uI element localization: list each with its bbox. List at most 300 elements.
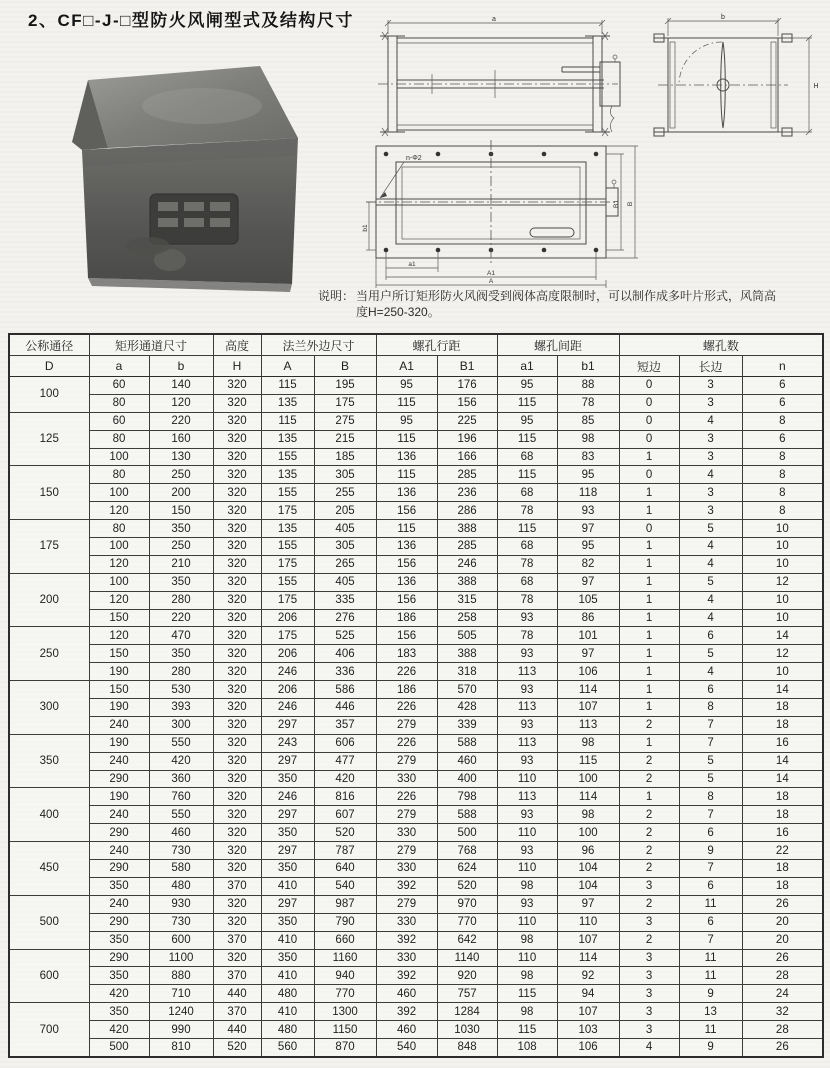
cell-value: 320 (213, 538, 261, 556)
subheader-B1: B1 (437, 356, 497, 377)
cell-value: 210 (149, 555, 213, 573)
cell-value: 305 (314, 466, 376, 484)
cell-value: 320 (213, 466, 261, 484)
cell-value: 320 (213, 895, 261, 913)
cell-value: 8 (742, 466, 823, 484)
cell-value: 240 (89, 842, 149, 860)
cell-value: 2 (619, 824, 679, 842)
cell-value: 392 (376, 877, 437, 895)
cell-value: 114 (557, 949, 619, 967)
plan-dim-B-label: B (627, 201, 634, 207)
cell-value: 320 (213, 573, 261, 591)
cell-value: 320 (213, 555, 261, 573)
cell-value: 880 (149, 967, 213, 985)
cell-value: 930 (149, 895, 213, 913)
cell-value: 94 (557, 985, 619, 1003)
cell-value: 1 (619, 645, 679, 663)
cell-value: 1 (619, 734, 679, 752)
cell-value: 320 (213, 716, 261, 734)
cell-value: 600 (149, 931, 213, 949)
cell-value: 320 (213, 681, 261, 699)
cell-value: 155 (261, 448, 314, 466)
cell-value: 8 (742, 484, 823, 502)
cell-value: 186 (376, 609, 437, 627)
cell-value: 14 (742, 627, 823, 645)
cell-value: 115 (376, 520, 437, 538)
cell-value: 280 (149, 591, 213, 609)
cell-value: 175 (261, 591, 314, 609)
cell-value: 6 (679, 681, 742, 699)
cell-value: 8 (742, 412, 823, 430)
cell-value: 3 (679, 484, 742, 502)
table-row (9, 913, 823, 931)
cell-value: 113 (557, 716, 619, 734)
cell-value: 100 (89, 538, 149, 556)
cell-value: 250 (149, 538, 213, 556)
cell-value: 640 (314, 860, 376, 878)
cell-value: 95 (376, 412, 437, 430)
cell-value: 500 (89, 1038, 149, 1056)
cell-value: 96 (557, 842, 619, 860)
table-row (9, 573, 823, 591)
cell-value: 206 (261, 609, 314, 627)
cell-value: 1 (619, 484, 679, 502)
cell-value: 190 (89, 734, 149, 752)
cell-value: 7 (679, 806, 742, 824)
cell-value: 330 (376, 824, 437, 842)
cell-value: 3 (679, 502, 742, 520)
subheader-short-side: 短边 (619, 356, 679, 377)
table-row (9, 734, 823, 752)
side-view-drawing (630, 12, 826, 142)
subheader-a: a (89, 356, 149, 377)
cell-value: 440 (213, 985, 261, 1003)
cell-value: 98 (497, 967, 557, 985)
cell-value: 104 (557, 877, 619, 895)
cell-value: 4 (679, 663, 742, 681)
cell-value: 10 (742, 591, 823, 609)
cell-value: 570 (437, 681, 497, 699)
cell-value: 115 (557, 752, 619, 770)
cell-value: 320 (213, 412, 261, 430)
cell-value: 93 (557, 502, 619, 520)
cell-value: 1240 (149, 1003, 213, 1021)
cell-value: 136 (376, 538, 437, 556)
cell-value: 93 (497, 609, 557, 627)
cell-value: 4 (679, 591, 742, 609)
cell-nominal-diameter: 150 (9, 466, 89, 520)
cell-value: 115 (261, 377, 314, 395)
cell-value: 1284 (437, 1003, 497, 1021)
cell-value: 93 (497, 806, 557, 824)
cell-value: 3 (679, 394, 742, 412)
cell-value: 265 (314, 555, 376, 573)
cell-value: 18 (742, 788, 823, 806)
cell-value: 98 (497, 877, 557, 895)
header-duct: 矩形通道尺寸 (89, 334, 213, 356)
cell-value: 136 (376, 448, 437, 466)
table-row (9, 1021, 823, 1039)
cell-value: 757 (437, 985, 497, 1003)
cell-value: 150 (89, 645, 149, 663)
note-line1: 当用户所订矩形防火风阀受到阀体高度限制时，可以制作成多叶片形式，风筒高 (356, 289, 777, 303)
cell-nominal-diameter: 250 (9, 627, 89, 681)
cell-value: 297 (261, 716, 314, 734)
front-dim-label: a (492, 16, 496, 23)
cell-nominal-diameter: 200 (9, 573, 89, 627)
cell-value: 0 (619, 377, 679, 395)
cell-nominal-diameter: 125 (9, 412, 89, 466)
cell-value: 320 (213, 806, 261, 824)
table-row (9, 466, 823, 484)
cell-value: 16 (742, 734, 823, 752)
cell-value: 1 (619, 502, 679, 520)
cell-value: 135 (261, 430, 314, 448)
cell-value: 175 (261, 555, 314, 573)
cell-value: 460 (376, 985, 437, 1003)
table-row (9, 484, 823, 502)
cell-value: 190 (89, 663, 149, 681)
cell-value: 290 (89, 860, 149, 878)
cell-value: 350 (89, 1003, 149, 1021)
cell-value: 80 (89, 520, 149, 538)
cell-value: 6 (679, 627, 742, 645)
cell-value: 11 (679, 895, 742, 913)
table-header (9, 334, 823, 377)
cell-value: 14 (742, 681, 823, 699)
cell-value: 107 (557, 931, 619, 949)
cell-value: 115 (376, 430, 437, 448)
cell-value: 118 (557, 484, 619, 502)
cell-value: 768 (437, 842, 497, 860)
table-row (9, 645, 823, 663)
cell-value: 166 (437, 448, 497, 466)
cell-value: 505 (437, 627, 497, 645)
cell-value: 446 (314, 699, 376, 717)
cell-value: 1 (619, 448, 679, 466)
cell-value: 320 (213, 627, 261, 645)
cell-value: 226 (376, 734, 437, 752)
cell-value: 642 (437, 931, 497, 949)
cell-value: 420 (89, 1021, 149, 1039)
cell-value: 1150 (314, 1021, 376, 1039)
cell-nominal-diameter: 500 (9, 895, 89, 949)
cell-value: 98 (557, 734, 619, 752)
cell-value: 11 (679, 949, 742, 967)
header-flange: 法兰外边尺寸 (261, 334, 376, 356)
cell-value: 280 (149, 663, 213, 681)
cell-value: 370 (213, 1003, 261, 1021)
cell-value: 24 (742, 985, 823, 1003)
cell-value: 410 (261, 931, 314, 949)
table-row (9, 699, 823, 717)
cell-value: 370 (213, 967, 261, 985)
cell-nominal-diameter: 300 (9, 681, 89, 735)
cell-value: 6 (742, 394, 823, 412)
plan-view-drawing (362, 140, 662, 288)
cell-value: 0 (619, 394, 679, 412)
cell-value: 7 (679, 931, 742, 949)
cell-value: 156 (437, 394, 497, 412)
cell-value: 18 (742, 699, 823, 717)
cell-value: 987 (314, 895, 376, 913)
cell-value: 2 (619, 860, 679, 878)
cell-value: 6 (742, 377, 823, 395)
cell-value: 660 (314, 931, 376, 949)
cell-value: 240 (89, 752, 149, 770)
cell-value: 388 (437, 520, 497, 538)
cell-value: 1 (619, 609, 679, 627)
cell-value: 156 (376, 591, 437, 609)
cell-value: 98 (557, 430, 619, 448)
cell-value: 12 (742, 645, 823, 663)
cell-value: 22 (742, 842, 823, 860)
cell-value: 370 (213, 931, 261, 949)
cell-value: 2 (619, 895, 679, 913)
note-text (356, 288, 776, 320)
cell-value: 8 (679, 699, 742, 717)
cell-value: 190 (89, 699, 149, 717)
cell-value: 135 (261, 394, 314, 412)
cell-value: 155 (261, 538, 314, 556)
cell-value: 1 (619, 573, 679, 591)
cell-value: 7 (679, 716, 742, 734)
cell-value: 115 (497, 520, 557, 538)
cell-value: 730 (149, 913, 213, 931)
cell-value: 305 (314, 538, 376, 556)
cell-value: 320 (213, 484, 261, 502)
table-row (9, 877, 823, 895)
cell-value: 339 (437, 716, 497, 734)
subheader-A1: A1 (376, 356, 437, 377)
table-row (9, 609, 823, 627)
cell-value: 276 (314, 609, 376, 627)
cell-value: 9 (679, 842, 742, 860)
cell-value: 106 (557, 1038, 619, 1056)
cell-value: 195 (314, 377, 376, 395)
cell-value: 920 (437, 967, 497, 985)
cell-value: 810 (149, 1038, 213, 1056)
cell-value: 4 (619, 1038, 679, 1056)
plan-dim-b1-label: b1 (362, 224, 369, 232)
cell-value: 285 (437, 538, 497, 556)
cell-value: 520 (213, 1038, 261, 1056)
cell-value: 150 (89, 681, 149, 699)
cell-value: 107 (557, 699, 619, 717)
cell-value: 320 (213, 502, 261, 520)
cell-value: 588 (437, 806, 497, 824)
cell-value: 350 (261, 860, 314, 878)
product-photo (52, 46, 324, 298)
cell-value: 392 (376, 931, 437, 949)
cell-value: 80 (89, 394, 149, 412)
cell-value: 4 (679, 609, 742, 627)
cell-value: 93 (497, 716, 557, 734)
cell-value: 60 (89, 412, 149, 430)
cell-value: 1 (619, 681, 679, 699)
cell-value: 816 (314, 788, 376, 806)
cell-value: 110 (557, 913, 619, 931)
cell-value: 530 (149, 681, 213, 699)
table-row (9, 394, 823, 412)
cell-value: 420 (149, 752, 213, 770)
cell-value: 68 (497, 538, 557, 556)
cell-value: 336 (314, 663, 376, 681)
header-d: 公称通径 (9, 334, 89, 356)
cell-value: 4 (679, 538, 742, 556)
cell-value: 176 (437, 377, 497, 395)
cell-value: 113 (497, 734, 557, 752)
subheader-D: D (9, 356, 89, 377)
cell-value: 520 (437, 877, 497, 895)
cell-nominal-diameter: 700 (9, 1003, 89, 1057)
cell-value: 3 (619, 1003, 679, 1021)
cell-value: 624 (437, 860, 497, 878)
cell-value: 320 (213, 860, 261, 878)
product-photo-art (52, 46, 324, 298)
cell-value: 770 (437, 913, 497, 931)
cell-value: 120 (149, 394, 213, 412)
cell-value: 848 (437, 1038, 497, 1056)
cell-value: 100 (557, 770, 619, 788)
cell-value: 6 (679, 824, 742, 842)
cell-value: 10 (742, 555, 823, 573)
cell-value: 320 (213, 734, 261, 752)
cell-value: 114 (557, 681, 619, 699)
cell-value: 480 (261, 1021, 314, 1039)
cell-value: 136 (376, 484, 437, 502)
cell-value: 477 (314, 752, 376, 770)
cell-value: 3 (619, 949, 679, 967)
cell-value: 5 (679, 573, 742, 591)
cell-value: 5 (679, 770, 742, 788)
cell-value: 26 (742, 949, 823, 967)
table-row (9, 716, 823, 734)
cell-value: 12 (742, 573, 823, 591)
subheader-n: n (742, 356, 823, 377)
cell-value: 3 (679, 430, 742, 448)
cell-value: 155 (261, 484, 314, 502)
cell-value: 320 (213, 645, 261, 663)
table-row (9, 412, 823, 430)
cell-value: 460 (149, 824, 213, 842)
cell-value: 350 (89, 931, 149, 949)
cell-value: 790 (314, 913, 376, 931)
cell-value: 410 (261, 967, 314, 985)
cell-value: 3 (619, 913, 679, 931)
table-row (9, 538, 823, 556)
cell-value: 225 (437, 412, 497, 430)
cell-value: 420 (314, 770, 376, 788)
cell-value: 156 (376, 555, 437, 573)
cell-value: 392 (376, 1003, 437, 1021)
table-row (9, 555, 823, 573)
cell-value: 85 (557, 412, 619, 430)
cell-value: 320 (213, 663, 261, 681)
cell-value: 103 (557, 1021, 619, 1039)
cell-value: 185 (314, 448, 376, 466)
cell-value: 350 (261, 824, 314, 842)
cell-nominal-diameter: 450 (9, 842, 89, 896)
cell-value: 150 (149, 502, 213, 520)
cell-value: 1 (619, 788, 679, 806)
cell-value: 350 (149, 573, 213, 591)
cell-value: 97 (557, 645, 619, 663)
cell-value: 320 (213, 699, 261, 717)
cell-value: 1 (619, 591, 679, 609)
cell-value: 330 (376, 860, 437, 878)
cell-value: 428 (437, 699, 497, 717)
cell-value: 1 (619, 555, 679, 573)
cell-value: 392 (376, 967, 437, 985)
cell-value: 9 (679, 985, 742, 1003)
cell-value: 175 (314, 394, 376, 412)
cell-value: 10 (742, 663, 823, 681)
cell-value: 0 (619, 430, 679, 448)
cell-value: 730 (149, 842, 213, 860)
cell-value: 115 (497, 430, 557, 448)
cell-value: 4 (679, 466, 742, 484)
cell-value: 440 (213, 1021, 261, 1039)
table-body (9, 377, 823, 1057)
cell-value: 18 (742, 860, 823, 878)
cell-value: 97 (557, 895, 619, 913)
cell-value: 11 (679, 1021, 742, 1039)
cell-value: 26 (742, 1038, 823, 1056)
cell-value: 236 (437, 484, 497, 502)
cell-value: 135 (261, 520, 314, 538)
table-row (9, 448, 823, 466)
cell-value: 110 (497, 860, 557, 878)
table-row (9, 895, 823, 913)
cell-value: 1030 (437, 1021, 497, 1039)
cell-value: 560 (261, 1038, 314, 1056)
table-row (9, 377, 823, 395)
cell-value: 550 (149, 734, 213, 752)
cell-value: 10 (742, 520, 823, 538)
cell-value: 798 (437, 788, 497, 806)
cell-value: 20 (742, 913, 823, 931)
header-hole-count: 螺孔数 (619, 334, 823, 356)
cell-value: 98 (557, 806, 619, 824)
cell-value: 105 (557, 591, 619, 609)
cell-value: 606 (314, 734, 376, 752)
cell-value: 320 (213, 913, 261, 931)
cell-value: 136 (376, 573, 437, 591)
cell-value: 246 (261, 663, 314, 681)
cell-value: 350 (261, 949, 314, 967)
cell-value: 8 (742, 502, 823, 520)
cell-value: 246 (261, 788, 314, 806)
note-line2: 度H=250-320。 (356, 305, 440, 319)
cell-value: 246 (437, 555, 497, 573)
cell-value: 150 (89, 609, 149, 627)
cell-value: 1 (619, 627, 679, 645)
cell-value: 285 (437, 466, 497, 484)
cell-value: 275 (314, 412, 376, 430)
cell-nominal-diameter: 600 (9, 949, 89, 1003)
cell-value: 7 (679, 734, 742, 752)
cell-value: 350 (149, 520, 213, 538)
cell-value: 93 (497, 842, 557, 860)
cell-value: 5 (679, 520, 742, 538)
cell-value: 3 (679, 448, 742, 466)
cell-value: 97 (557, 520, 619, 538)
cell-value: 78 (497, 555, 557, 573)
cell-value: 16 (742, 824, 823, 842)
cell-value: 393 (149, 699, 213, 717)
cell-value: 93 (497, 895, 557, 913)
